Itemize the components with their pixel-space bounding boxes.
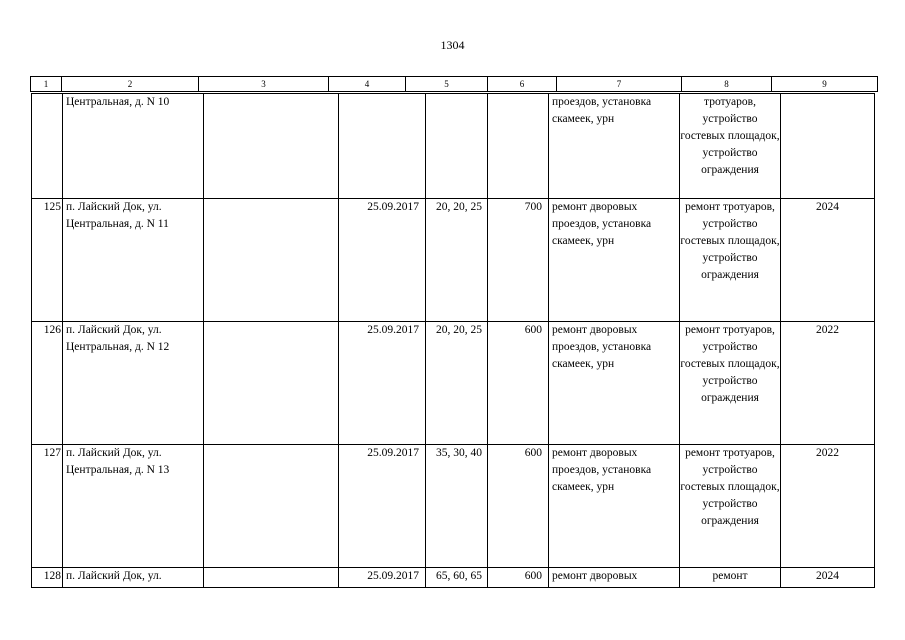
header-cell-1: 1 [31, 77, 62, 92]
row-number: 125 [32, 199, 63, 322]
values-cell: 35, 30, 40 [426, 445, 488, 568]
table-row [32, 568, 875, 588]
header-cell-2: 2 [62, 77, 199, 92]
table-row [32, 322, 875, 445]
date-cell: 25.09.2017 [339, 568, 426, 588]
row-number [32, 94, 63, 199]
col3-cell [204, 568, 339, 588]
table-row [32, 94, 875, 199]
values-cell: 65, 60, 65 [426, 568, 488, 588]
amount-cell [488, 94, 549, 199]
amount-cell: 600 [488, 322, 549, 445]
data-table [31, 93, 875, 588]
works-cell: ремонт дворовых проездов, установка скамеек, урн [549, 322, 680, 445]
amount-cell: 700 [488, 199, 549, 322]
col3-cell [204, 445, 339, 568]
header-cell-8: 8 [682, 77, 772, 92]
table-row [32, 445, 875, 568]
works-cell: ремонт дворовых проездов, установка скамеек, урн [549, 445, 680, 568]
date-cell: 25.09.2017 [339, 322, 426, 445]
extra-works-cell: ремонт [680, 568, 781, 588]
table-row [32, 199, 875, 322]
amount-cell: 600 [488, 445, 549, 568]
amount-cell: 600 [488, 568, 549, 588]
address-cell: п. Лайский Док, ул. Центральная, д. N 12 [63, 322, 204, 445]
row-number: 126 [32, 322, 63, 445]
header-cell-4: 4 [329, 77, 406, 92]
values-cell: 20, 20, 25 [426, 322, 488, 445]
column-number-header [30, 76, 878, 92]
year-cell: 2022 [781, 322, 875, 445]
header-cell-5: 5 [406, 77, 488, 92]
header-cell-3: 3 [199, 77, 329, 92]
year-cell: 2022 [781, 445, 875, 568]
works-cell: ремонт дворовых [549, 568, 680, 588]
col3-cell [204, 94, 339, 199]
year-cell: 2024 [781, 568, 875, 588]
year-cell: 2024 [781, 199, 875, 322]
col3-cell [204, 199, 339, 322]
header-cell-6: 6 [488, 77, 557, 92]
extra-works-cell: ремонт тротуаров, устройство гостевых площадок, устройство ограждения [680, 199, 781, 322]
extra-works-cell: тротуаров, устройство гостевых площадок, устройство ограждения [680, 94, 781, 199]
works-cell: ремонт дворовых проездов, установка скамеек, урн [549, 199, 680, 322]
header-cell-9: 9 [772, 77, 878, 92]
date-cell: 25.09.2017 [339, 445, 426, 568]
col3-cell [204, 322, 339, 445]
address-cell: Центральная, д. N 10 [63, 94, 204, 199]
header-cell-7: 7 [557, 77, 682, 92]
extra-works-cell: ремонт тротуаров, устройство гостевых площадок, устройство ограждения [680, 445, 781, 568]
address-cell: п. Лайский Док, ул. Центральная, д. N 11 [63, 199, 204, 322]
row-number: 128 [32, 568, 63, 588]
year-cell [781, 94, 875, 199]
date-cell [339, 94, 426, 199]
works-cell: проездов, установка скамеек, урн [549, 94, 680, 199]
page-number: 1304 [440, 38, 465, 52]
address-cell: п. Лайский Док, ул. Центральная, д. N 13 [63, 445, 204, 568]
row-number: 127 [32, 445, 63, 568]
values-cell [426, 94, 488, 199]
values-cell: 20, 20, 25 [426, 199, 488, 322]
address-cell: п. Лайский Док, ул. [63, 568, 204, 588]
extra-works-cell: ремонт тротуаров, устройство гостевых площадок, устройство ограждения [680, 322, 781, 445]
date-cell: 25.09.2017 [339, 199, 426, 322]
